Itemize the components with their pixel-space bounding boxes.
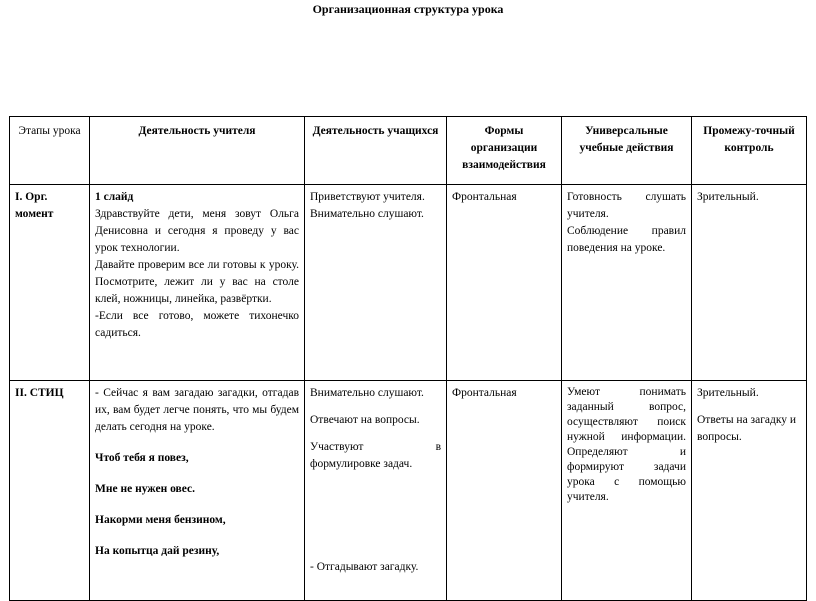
students-activity-cell [305, 381, 447, 601]
table-header-row [10, 117, 807, 185]
students-text: Внимательно слушают. [310, 387, 424, 399]
learning-actions-cell: Умеют понимать заданный вопрос, осуществляют поиск нужной информации. Определяют и формируют задачи урока с помощью учителя. [562, 381, 692, 601]
riddle-line: Чтоб тебя я повез, [95, 452, 189, 464]
control-text: Зрительный. [697, 387, 759, 399]
teacher-text: - Сейчас я вам загадаю загадки, отгадав их, вам будет легче понять, что мы будем делать сегодня на уроке. [95, 387, 299, 433]
lesson-structure-table [9, 116, 807, 601]
teacher-text: Давайте проверим все ли готовы к уроку. Посмотрите, лежит ли у вас на столе клей, ножницы, линейка, развёртки. [95, 259, 299, 305]
slide-label: 1 слайд [95, 191, 134, 203]
interaction-form-cell: Фронтальная [447, 185, 562, 381]
teacher-text: Здравствуйте дети, меня зовут Ольга Денисовна и сегодня я проведу у вас урок технологии. [95, 208, 299, 254]
header-teacher-activity: Деятельность учителя [90, 117, 305, 185]
table-row [10, 381, 807, 601]
students-text: Отвечают на вопросы. [310, 414, 420, 426]
control-text: Ответы на загадку и вопросы. [697, 414, 797, 443]
interaction-form-cell: Фронтальная [447, 381, 562, 601]
riddle-line: Мне не нужен овес. [95, 483, 195, 495]
students-text: - Отгадывают загадку. [310, 561, 419, 573]
control-cell: Зрительный. [692, 185, 807, 381]
teacher-activity-cell [90, 185, 305, 381]
students-text: Участвуют в формулировке задач. [310, 441, 441, 470]
riddle-line: На копытца дай резину, [95, 545, 220, 557]
header-interaction-forms: Формы организации взаимодействия [447, 117, 562, 185]
stage-cell: II. СТИЦ [10, 381, 90, 601]
uud-text: Готовность слушать учителя. [567, 191, 686, 220]
uud-text: Соблюдение правил поведения на уроке. [567, 225, 686, 254]
header-stages: Этапы урока [10, 117, 90, 185]
teacher-activity-cell [90, 381, 305, 601]
header-intermediate-control: Промежу-точный контроль [692, 117, 807, 185]
table-row [10, 185, 807, 381]
stage-cell: I. Орг. момент [10, 185, 90, 381]
learning-actions-cell [562, 185, 692, 381]
control-cell [692, 381, 807, 601]
header-learning-actions: Универсальные учебные действия [562, 117, 692, 185]
header-students-activity: Деятельность учащихся [305, 117, 447, 185]
students-activity-cell: Приветствуют учителя. Внимательно слушают. [305, 185, 447, 381]
document-title: Организационная структура урока [312, 2, 504, 16]
riddle-line: Накорми меня бензином, [95, 514, 226, 526]
teacher-text: -Если все готово, можете тихонечко садиться. [95, 310, 299, 339]
